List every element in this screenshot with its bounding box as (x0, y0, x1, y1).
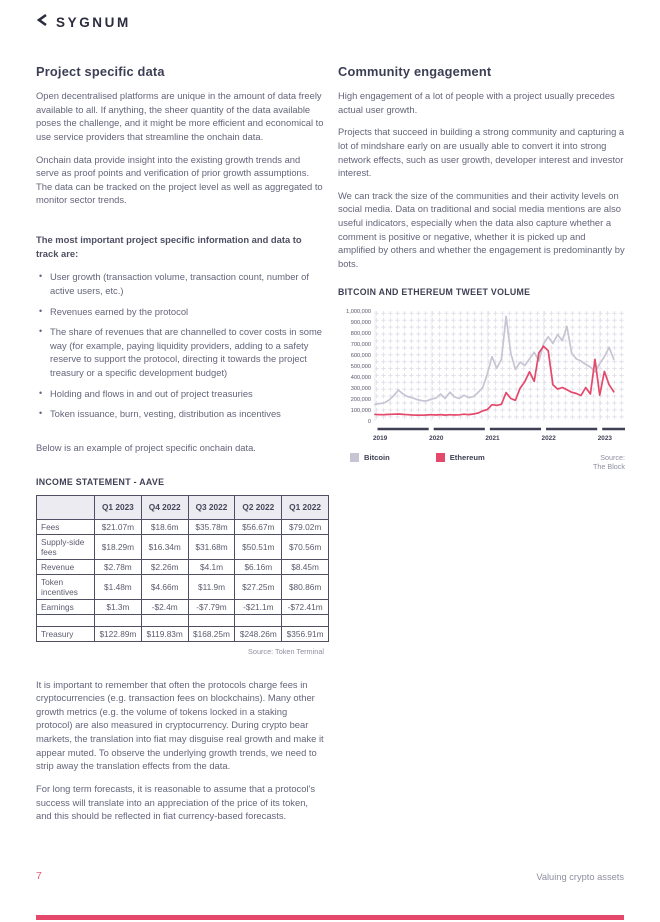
paragraph: Onchain data provide insight into the existing growth trends and serve as proof points and verification of prior growth assumptions. The data can be tracked on the project level as well as aggregated to monitor sector trends. (36, 153, 323, 206)
table-cell: $2.26m (141, 559, 188, 574)
row-label: Earnings (37, 599, 95, 614)
svg-text:300,000: 300,000 (350, 385, 371, 392)
paragraph: High engagement of a lot of people with a project usually precedes actual user growth. (338, 90, 615, 115)
table-cell: $56.67m (235, 519, 282, 534)
table-cell: $4.1m (188, 559, 235, 574)
svg-text:800,000: 800,000 (350, 330, 371, 337)
svg-text:900,000: 900,000 (350, 319, 371, 326)
ethereum-swatch-icon (436, 453, 445, 462)
row-label: Fees (37, 519, 95, 534)
table-row (37, 626, 329, 641)
table-cell: $119.83m (141, 626, 188, 641)
table-cell: $18.29m (95, 534, 142, 559)
table-cell (235, 614, 282, 626)
column-header: Q4 2022 (141, 495, 188, 519)
column-header (37, 495, 95, 519)
table-cell: $80.86m (282, 574, 329, 599)
paragraph: Open decentralised platforms are unique in the amount of data freely available to all. If anything, the sheer quantity of the data available poses the challenge, and it might be more efficient and economical to use service providers that streamline the onchain data. (36, 90, 324, 142)
page-number: 7 (36, 870, 42, 882)
svg-text:2021: 2021 (485, 434, 500, 442)
table-cell: -$72.41m (282, 599, 329, 614)
table-row (37, 599, 329, 614)
chart-legend (338, 453, 625, 472)
row-label: Revenue (37, 559, 95, 574)
bullet-list (36, 270, 324, 421)
row-label: Token incentives (37, 574, 95, 599)
row-label: Supply-side fees (37, 534, 95, 559)
table-cell: $18.6m (141, 519, 188, 534)
sygnum-chevron-icon (36, 13, 49, 32)
table-cell: -$2.4m (141, 599, 188, 614)
table-row (37, 534, 329, 559)
income-statement-table (36, 495, 329, 642)
table-cell: $8.45m (282, 559, 329, 574)
svg-text:2019: 2019 (373, 434, 388, 442)
svg-text:1,000,000: 1,000,000 (346, 308, 371, 315)
chart-source (593, 453, 625, 472)
paragraph: We can track the size of the communities and their activity levels on social media. Data on traditional and social media mentions are also useful indicators, especially when the data also capture whether a comment is positive or negative, whether it is picked up and amplified by others and whether the engagement is predominantly by bots. (338, 189, 625, 269)
bitcoin-swatch-icon (350, 453, 359, 462)
column-header: Q1 2022 (282, 495, 329, 519)
table-cell (95, 614, 142, 626)
table-title: INCOME STATEMENT - AAVE (36, 476, 165, 487)
paragraph: It is important to remember that often the protocols charge fees in cryptocurrencies (e.g. transaction fees on blockchains). Many other growth metrics (e.g. the volume of tokens locked in a staking protocol) are also measured in cryptocurrency. During crypto bear markets, the translation into fiat may disguise real growth and make it appear muted. To observe the underlying growth trends, we need to strip away the translation effects from the data. (36, 678, 324, 772)
bullet-marker: • (39, 408, 43, 419)
row-label: Treasury (37, 626, 95, 641)
bullet-marker: • (39, 326, 43, 337)
footer-accent-bar (36, 915, 624, 920)
table-cell: $1.3m (95, 599, 142, 614)
footer-title: Valuing crypto assets (536, 872, 624, 882)
bullet-item: • Revenues earned by the protocol (39, 305, 189, 317)
tweet-volume-line-chart (338, 303, 628, 445)
section-heading-project-data: Project specific data (36, 64, 165, 79)
table-cell: $79.02m (282, 519, 329, 534)
table-cell: $50.51m (235, 534, 282, 559)
bullet-item: • User growth (transaction volume, transaction count, number of active users, etc.) (39, 271, 309, 296)
column-header: Q1 2023 (95, 495, 142, 519)
svg-text:2020: 2020 (429, 434, 444, 442)
paragraph: For long term forecasts, it is reasonable to assume that a protocol's success will translate into an appreciation of the price of its token, and this should be reflected in fiat currency-based forecasts. (36, 782, 316, 822)
column-header: Q3 2022 (188, 495, 235, 519)
legend-label: Bitcoin (364, 452, 390, 462)
svg-text:100,000: 100,000 (350, 407, 371, 414)
svg-text:2022: 2022 (541, 434, 556, 442)
table-cell: $4.66m (141, 574, 188, 599)
table-source: Source: Token Terminal (248, 646, 324, 656)
emphasis-paragraph: The most important project specific information and data to track are: (36, 234, 302, 259)
table-cell: $168.25m (188, 626, 235, 641)
tweet-volume-chart-block (338, 287, 625, 472)
logo-text: SYGNUM (56, 15, 131, 30)
sygnum-logo (36, 13, 131, 32)
table-row (37, 614, 329, 626)
bullet-marker: • (39, 305, 43, 316)
column-header: Q2 2022 (235, 495, 282, 519)
table-intro-note: Below is an example of project specific onchain data. (36, 441, 256, 453)
right-column (338, 64, 625, 472)
section-heading-community: Community engagement (338, 64, 492, 79)
table-cell: $248.26m (235, 626, 282, 641)
table-cell: $11.9m (188, 574, 235, 599)
chart-title: BITCOIN AND ETHEREUM TWEET VOLUME (338, 286, 531, 297)
bullet-item: • The share of revenues that are channelled to cover costs in some way (for example, paying liquidity providers, adding to a safety reserve to support the protocol, directing it towards the project treasury or a specific development budget) (39, 326, 323, 378)
legend-label: Ethereum (449, 452, 485, 462)
table-cell: $35.78m (188, 519, 235, 534)
svg-text:0: 0 (367, 418, 371, 425)
svg-text:700,000: 700,000 (350, 341, 371, 348)
table-row (37, 559, 329, 574)
table-cell: $31.68m (188, 534, 235, 559)
legend-item-bitcoin (350, 453, 390, 462)
row-label (37, 614, 95, 626)
svg-text:600,000: 600,000 (350, 352, 371, 359)
bullet-item: • Holding and flows in and out of project treasuries (39, 387, 253, 399)
table-cell: -$21.1m (235, 599, 282, 614)
bullet-marker: • (39, 387, 43, 398)
legend-item-ethereum (436, 453, 485, 462)
svg-text:500,000: 500,000 (350, 363, 371, 370)
bullet-marker: • (39, 271, 43, 282)
table-cell: $27.25m (235, 574, 282, 599)
table-cell: $6.16m (235, 559, 282, 574)
table-cell: $70.56m (282, 534, 329, 559)
table-cell: $122.89m (95, 626, 142, 641)
table-row (37, 574, 329, 599)
svg-text:400,000: 400,000 (350, 374, 371, 381)
svg-text:200,000: 200,000 (350, 396, 371, 403)
table-cell: -$7.79m (188, 599, 235, 614)
table-row (37, 519, 329, 534)
bullet-item: • Token issuance, burn, vesting, distribution as incentives (39, 408, 281, 420)
chart-source-line: Source: (600, 452, 625, 462)
table-cell: $21.07m (95, 519, 142, 534)
table-cell: $1.48m (95, 574, 142, 599)
table-cell (282, 614, 329, 626)
table-cell: $356.91m (282, 626, 329, 641)
table-cell (188, 614, 235, 626)
svg-text:2023: 2023 (597, 434, 612, 442)
paragraph: Projects that succeed in building a strong community and capturing a lot of mindshare early on are usually able to convert it into strong network effects, such as user growth, developer interest and investor interest. (338, 126, 625, 179)
table-cell: $16.34m (141, 534, 188, 559)
chart-source-line: The Block (593, 462, 625, 472)
table-cell: $2.78m (95, 559, 142, 574)
table-cell (141, 614, 188, 626)
left-column (36, 64, 324, 832)
